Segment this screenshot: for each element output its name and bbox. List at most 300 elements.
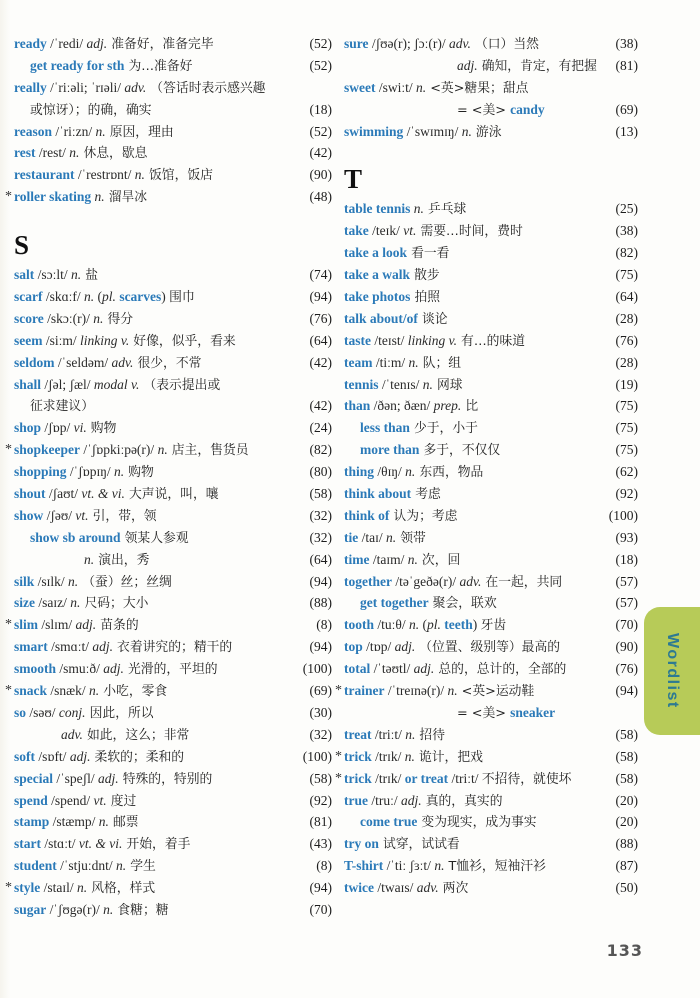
page-reference: (52) <box>309 57 332 73</box>
page-reference: (18) <box>615 551 638 567</box>
wordlist-entry <box>335 746 638 768</box>
page-reference: (18) <box>309 101 332 117</box>
new-word-asterisk: * <box>5 880 12 896</box>
headword: snack <box>14 683 48 699</box>
entry-text <box>344 592 497 615</box>
wordlist-entry <box>5 439 332 461</box>
page-reference: (92) <box>309 792 332 808</box>
headword: table tennis <box>344 201 411 217</box>
phonetic: /truː/ <box>368 792 401 808</box>
headword: really <box>14 79 47 95</box>
entry-text <box>14 99 152 122</box>
entry-text <box>344 505 457 528</box>
wordlist-entry <box>344 439 638 461</box>
phonetic: /ˈtreɪnə(r)/ <box>384 683 448 699</box>
page-reference: (81) <box>615 57 638 73</box>
definition: 很少，不常 <box>133 355 202 371</box>
headword: restaurant <box>14 167 75 183</box>
entry-text <box>14 527 189 550</box>
definition: 盐 <box>81 268 98 284</box>
headword: come true <box>360 814 418 830</box>
wordlist-entry <box>14 142 332 164</box>
entry-text <box>14 877 155 900</box>
page-reference: (76) <box>309 310 332 326</box>
wordlist-entry <box>14 592 332 614</box>
entry-text <box>14 505 157 528</box>
part-of-speech: vt. <box>93 792 107 808</box>
page-reference: (90) <box>309 167 332 183</box>
part-of-speech: n. <box>114 464 125 480</box>
part-of-speech: pl. <box>102 289 116 305</box>
new-word-asterisk: * <box>5 683 12 699</box>
definition: 度过 <box>106 793 137 809</box>
definition: 有…的味道 <box>456 333 526 349</box>
left-column <box>5 33 332 921</box>
wordlist-entry <box>344 790 638 812</box>
headword: tennis <box>344 376 379 392</box>
entry-text <box>344 768 571 791</box>
phonetic: /ˈspeʃl/ <box>53 770 98 786</box>
definition: 小吃，零食 <box>99 684 168 700</box>
wordlist-entry <box>5 614 332 636</box>
definition: 牙齿 <box>480 618 507 634</box>
phonetic: /ˈseldəm/ <box>54 354 112 370</box>
wordlist-entry <box>344 417 638 439</box>
entry-text <box>14 417 116 440</box>
wordlist-entry <box>14 308 332 330</box>
definition: 拍照 <box>410 290 441 306</box>
definition: 得分 <box>103 311 134 327</box>
headword: total <box>344 661 371 677</box>
headword: twice <box>344 880 374 896</box>
part-of-speech: adv. <box>124 79 147 95</box>
phonetic: /ˈstjuːdnt/ <box>56 858 117 874</box>
definition: T恤衫，短袖汗衫 <box>444 859 546 875</box>
page-reference: (74) <box>309 267 332 283</box>
definition: 征求建议） <box>30 399 94 415</box>
definition: 少于，小于 <box>409 421 478 437</box>
new-word-asterisk: * <box>335 770 342 786</box>
headword: shopkeeper <box>14 442 81 458</box>
page-reference: (87) <box>615 858 638 874</box>
part-of-speech: n. <box>404 748 415 764</box>
headword: take a look <box>344 245 408 261</box>
entry-text <box>14 746 184 769</box>
page-reference: (64) <box>309 551 332 567</box>
page-reference: (42) <box>309 354 332 370</box>
headword: so <box>14 704 27 720</box>
part-of-speech: adj. <box>401 792 422 808</box>
phonetic: /ʃəl; ʃæl/ <box>41 376 94 392</box>
wordlist-entry <box>344 505 638 527</box>
part-of-speech: adj. <box>75 617 97 633</box>
section-header-s: S <box>14 230 30 261</box>
new-word-asterisk: * <box>5 617 12 633</box>
page-reference: (80) <box>309 464 332 480</box>
wordlist-entry <box>344 264 638 286</box>
headword: trick <box>344 770 372 786</box>
definition: <英>糖果；甜点 <box>426 80 529 96</box>
entry-text <box>344 833 460 856</box>
entry-text <box>344 121 502 144</box>
definition: （位置、级别等）最高的 <box>415 640 561 656</box>
headword: shall <box>14 376 42 392</box>
headword: time <box>344 551 370 567</box>
phonetic: /ʃʊə(r); ʃɔː(r)/ <box>368 36 450 51</box>
definition: 特殊的，特别的 <box>118 771 213 787</box>
entry-text <box>344 330 525 353</box>
phonetic: /tuːθ/ <box>374 617 409 633</box>
headword: rest <box>14 145 36 161</box>
page-reference: (30) <box>309 704 332 720</box>
part-of-speech: adj. <box>457 57 478 73</box>
entry-text <box>14 833 190 856</box>
entry-text <box>344 374 463 397</box>
page-reference: (69) <box>309 683 332 699</box>
wordlist-entry <box>14 164 332 186</box>
definition: 饭馆，饭店 <box>144 168 213 184</box>
wordlist-entry <box>14 636 332 658</box>
entry-text <box>344 286 440 309</box>
entry-text <box>344 746 483 769</box>
wordlist-entry <box>5 186 332 208</box>
headword: teeth <box>440 617 473 633</box>
page-reference: (28) <box>615 354 638 370</box>
part-of-speech: n. <box>84 289 95 305</box>
headword: roller skating <box>14 189 92 205</box>
headword: trainer <box>344 683 385 699</box>
page-reference: (38) <box>615 36 638 51</box>
page-reference: (62) <box>615 464 638 480</box>
headword: thing <box>344 464 375 480</box>
entry-text <box>344 527 426 550</box>
part-of-speech: vt. <box>403 223 417 239</box>
part-of-speech: n. <box>157 442 168 458</box>
headword: top <box>344 639 363 655</box>
entry-text <box>14 855 156 878</box>
phonetic: /ˈriːəli; ˈrɪəli/ <box>46 79 125 95</box>
page-reference: (76) <box>615 332 638 348</box>
headword: tie <box>344 529 359 545</box>
wordlist-entry <box>344 308 638 330</box>
phonetic: /taɪ/ <box>358 529 386 545</box>
part-of-speech: adj. <box>69 748 91 764</box>
wordlist-side-tab <box>644 607 700 735</box>
headword: true <box>344 792 368 808</box>
entry-text <box>344 352 461 375</box>
definition: 不招待，就使坏 <box>481 771 572 787</box>
page-reference: (58) <box>615 770 638 786</box>
wordlist-entry <box>344 636 638 658</box>
definition: 购物 <box>86 421 117 437</box>
headword: or treat <box>404 770 449 786</box>
headword: scarf <box>14 289 43 305</box>
page-reference: (81) <box>309 814 332 830</box>
entry-text <box>344 702 555 725</box>
headword: stamp <box>14 814 50 830</box>
headword: candy <box>510 101 545 117</box>
headword: start <box>14 836 41 852</box>
headword: reason <box>14 123 53 139</box>
definition: 衣着讲究的；精干的 <box>112 640 233 656</box>
headword: treat <box>344 726 372 742</box>
section-header-t: T <box>344 164 363 195</box>
headword: take photos <box>344 289 411 305</box>
part-of-speech: n. <box>95 123 106 139</box>
wordlist-entry <box>344 702 638 724</box>
wordlist-entry <box>344 352 638 374</box>
entry-text <box>344 790 503 813</box>
part-of-speech: vt. & vi. <box>81 486 125 502</box>
definition: 乒乓球 <box>423 202 467 218</box>
headword: get ready for sth <box>30 57 125 73</box>
wordlist-entry <box>14 77 332 99</box>
definition: （口）当然 <box>470 37 539 52</box>
definition: 总的，总计的，全部的 <box>434 662 567 678</box>
definition: = <美> <box>457 102 511 118</box>
definition: 领某人参观 <box>120 530 189 546</box>
entry-text <box>14 702 154 725</box>
part-of-speech: n. <box>84 551 95 567</box>
part-of-speech: n. <box>93 310 104 326</box>
definition: （答话时表示感兴趣 <box>146 80 266 96</box>
phonetic: /spend/ <box>47 792 94 808</box>
entry-text <box>14 55 192 78</box>
headword: shopping <box>14 464 67 480</box>
wordlist-entry <box>344 99 638 121</box>
phonetic: ) <box>161 289 170 305</box>
headword: tooth <box>344 617 374 633</box>
phonetic: /snæk/ <box>47 683 90 699</box>
page-reference: (58) <box>615 726 638 742</box>
phonetic: ) <box>472 617 481 633</box>
phonetic: /sɔːlt/ <box>34 267 71 283</box>
right-column <box>335 33 638 899</box>
page-reference: (52) <box>309 123 332 139</box>
wordlist-entry <box>335 680 638 702</box>
page-reference: (70) <box>615 617 638 633</box>
entry-text <box>14 186 147 209</box>
definition: 或惊讶）；的确，确实 <box>30 102 152 118</box>
part-of-speech: n. <box>408 617 420 633</box>
page-reference: (19) <box>615 376 638 392</box>
page-reference: (13) <box>615 123 638 139</box>
entry-text <box>344 77 528 100</box>
headword: slim <box>14 617 39 633</box>
page-reference: (58) <box>615 748 638 764</box>
headword: T-shirt <box>344 858 384 874</box>
part-of-speech: pl. <box>426 617 441 633</box>
headword: team <box>344 354 373 370</box>
page-reference: (92) <box>615 486 638 502</box>
entry-text <box>14 142 147 165</box>
page-reference: (75) <box>615 398 638 414</box>
phonetic: /ʃaʊt/ <box>45 486 82 502</box>
phonetic: /triːt/ <box>371 726 406 742</box>
wordlist-entry <box>14 352 332 374</box>
definition: 比 <box>461 399 479 415</box>
page-reference: (58) <box>309 486 332 502</box>
entry-text <box>344 614 506 637</box>
page-reference: (25) <box>615 201 638 217</box>
page-reference: (64) <box>615 289 638 305</box>
wordlist-entry <box>344 330 638 352</box>
page-reference: (58) <box>309 770 332 786</box>
part-of-speech: n. <box>461 123 472 139</box>
definition: 溜旱冰 <box>104 190 148 206</box>
wordlist-entry <box>14 855 332 877</box>
part-of-speech: modal v. <box>93 376 140 392</box>
phonetic: /tɒp/ <box>362 639 395 655</box>
definition: 认为；考虑 <box>389 508 458 524</box>
entry-text <box>344 220 523 243</box>
entry-text <box>344 483 441 506</box>
entry-text <box>344 855 546 878</box>
wordlist-entry <box>344 811 638 833</box>
wordlist-entry <box>344 461 638 483</box>
entry-text <box>14 636 232 659</box>
definition: 为…准备好 <box>124 58 193 74</box>
phonetic: /səʊ/ <box>26 704 59 720</box>
page-reference: (82) <box>309 442 332 458</box>
part-of-speech: linking v. <box>407 332 457 348</box>
definition: 尺码；大小 <box>80 596 149 612</box>
headword: get together <box>360 595 429 611</box>
headword: salt <box>14 267 35 283</box>
wordlist-entry <box>14 55 332 77</box>
phonetic: /ˈtenɪs/ <box>378 376 423 392</box>
headword: style <box>14 880 41 896</box>
part-of-speech: n. <box>70 595 81 611</box>
wordlist-entry <box>14 505 332 527</box>
definition: 看一看 <box>407 246 450 262</box>
headword: sure <box>344 36 369 51</box>
entry-text <box>344 636 560 659</box>
headword: together <box>344 573 392 589</box>
wordlist-entry <box>14 527 332 549</box>
part-of-speech: n. <box>407 551 418 567</box>
phonetic: /sɒft/ <box>35 748 70 764</box>
phonetic: ( <box>94 289 103 305</box>
phonetic: ( <box>419 617 427 633</box>
part-of-speech: adv. <box>416 880 439 896</box>
entry-text <box>344 33 539 56</box>
headword: size <box>14 595 35 611</box>
wordlist-entry <box>344 833 638 855</box>
entry-text <box>344 724 445 747</box>
page-reference: (50) <box>615 880 638 896</box>
definition: 学生 <box>126 859 156 875</box>
headword: sweet <box>344 79 376 95</box>
part-of-speech: n. <box>69 145 80 161</box>
wordlist-entry <box>344 198 638 220</box>
entry-text <box>14 658 218 681</box>
phonetic: /staɪl/ <box>40 880 77 896</box>
entry-text <box>344 99 545 122</box>
part-of-speech: prep. <box>433 398 462 414</box>
definition: 因此，所以 <box>85 705 154 721</box>
phonetic: /siːm/ <box>42 332 80 348</box>
headword: special <box>14 770 53 786</box>
entry-text <box>344 461 483 484</box>
phonetic: /slɪm/ <box>38 617 76 633</box>
entry-text <box>14 680 167 703</box>
definition: 柔软的；柔和的 <box>90 749 185 765</box>
entry-text <box>14 571 172 594</box>
part-of-speech: adv. <box>459 573 482 589</box>
phonetic: /smuːð/ <box>56 661 104 677</box>
part-of-speech: n. <box>134 167 145 183</box>
page-reference: (94) <box>615 683 638 699</box>
phonetic: /trɪk/ <box>371 748 405 764</box>
page-reference: (32) <box>309 507 332 523</box>
definition: 需要…时间，费时 <box>416 224 523 240</box>
wordlist-entry <box>14 811 332 833</box>
page-reference: (8) <box>316 617 332 633</box>
part-of-speech: n. <box>71 267 82 283</box>
page-reference: (75) <box>615 420 638 436</box>
page-reference: (24) <box>309 420 332 436</box>
entry-text <box>14 790 136 813</box>
entry-text <box>14 77 265 100</box>
definition: 聚会，联欢 <box>428 596 497 612</box>
part-of-speech: adv. <box>61 726 83 742</box>
wordlist-entry <box>14 702 332 724</box>
definition: 围巾 <box>169 290 195 306</box>
part-of-speech: vt. & vi. <box>78 836 123 852</box>
definition: 诡计，把戏 <box>414 749 483 765</box>
entry-text <box>344 55 597 78</box>
definition: 如此，这么；非常 <box>82 727 190 743</box>
page-reference: (42) <box>309 145 332 161</box>
wordlist-tab-label: Wordlist <box>664 633 681 709</box>
entry-text <box>14 549 149 572</box>
wordlist-entry <box>344 374 638 396</box>
entry-text <box>14 164 213 187</box>
headword: sneaker <box>510 704 556 720</box>
wordlist-entry <box>14 33 332 55</box>
definition: 在一起，共同 <box>481 574 563 590</box>
entry-text <box>14 352 201 375</box>
headword: show sb around <box>30 529 121 545</box>
entry-text <box>14 374 220 397</box>
definition: 准备好，准备完毕 <box>107 37 214 52</box>
headword: shout <box>14 486 46 502</box>
phonetic: /teɪk/ <box>368 223 404 239</box>
definition: 招待 <box>415 727 446 743</box>
wordlist-entry <box>344 395 638 417</box>
page-reference: (88) <box>309 595 332 611</box>
page-reference: (90) <box>615 639 638 655</box>
phonetic: /ʃɒp/ <box>41 420 74 436</box>
page-reference: (82) <box>615 245 638 261</box>
headword: think about <box>344 486 412 502</box>
page-reference: (57) <box>615 573 638 589</box>
definition: 购物 <box>124 465 154 481</box>
page-reference: (32) <box>309 529 332 545</box>
definition: 开始，着手 <box>122 837 191 853</box>
definition: 食糖；糖 <box>113 902 169 918</box>
definition: （表示提出或 <box>139 377 221 393</box>
entry-text <box>14 811 139 834</box>
part-of-speech: n. <box>98 814 109 830</box>
page-reference: (88) <box>615 836 638 852</box>
wordlist-entry <box>5 680 332 702</box>
part-of-speech: n. <box>116 858 127 874</box>
page-number: 133 <box>606 941 643 960</box>
phonetic: /sɪlk/ <box>34 573 69 589</box>
headword: try on <box>344 836 379 852</box>
